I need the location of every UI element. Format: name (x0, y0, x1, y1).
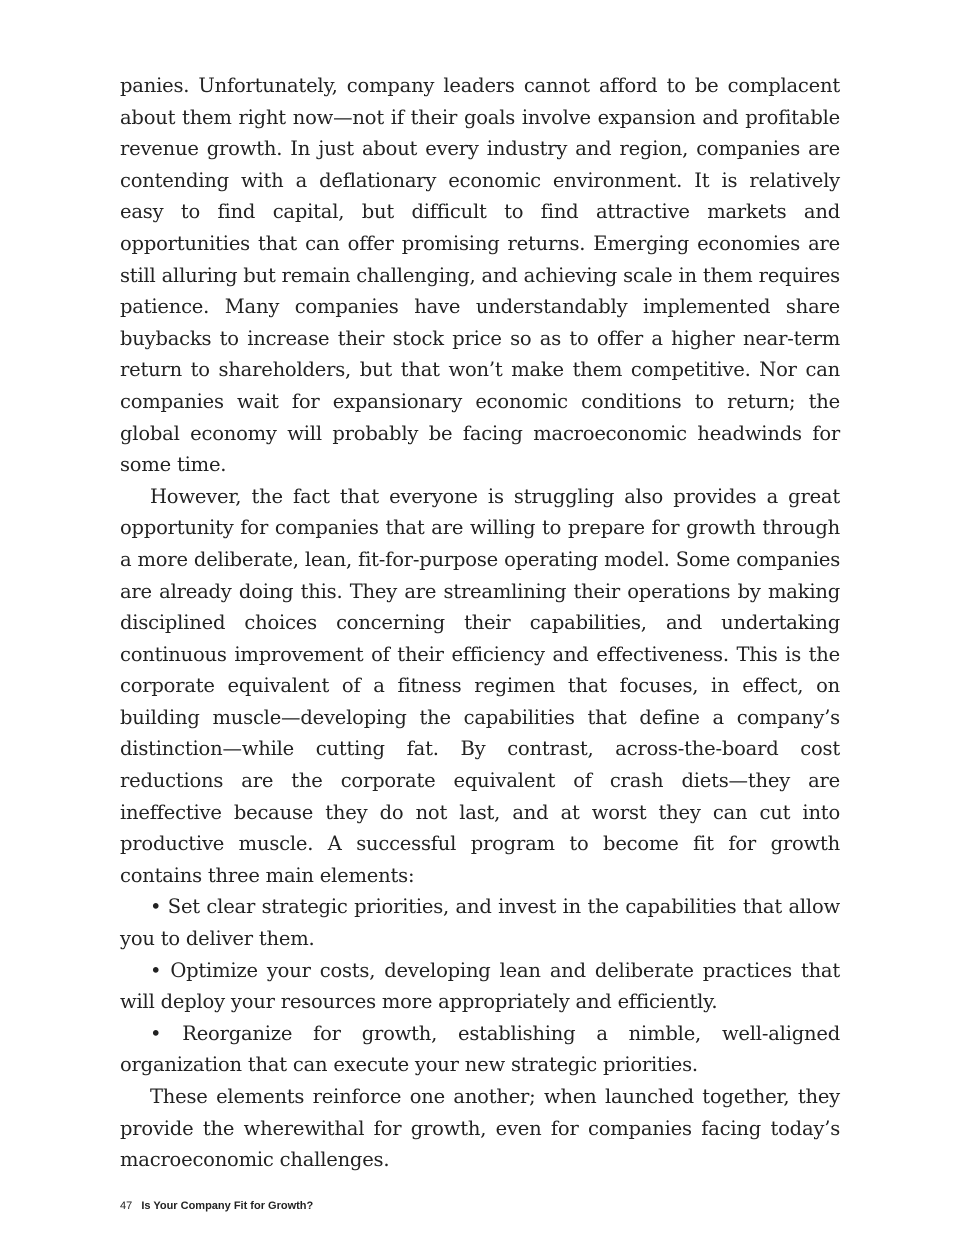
bullet-item-costs: • Optimize your costs, developing lean and deliberate practices that will deploy your resources more appropriately and efficiently. (120, 958, 840, 1014)
page-number: 47 (120, 1200, 133, 1212)
running-title: Is Your Company Fit for Growth? (141, 1200, 314, 1212)
paragraph-conclusion: These elements reinforce one another; when launched together, they provide the wherewithal for growth, even for companies facing today’s macroeconomic challenges. (120, 1085, 840, 1172)
paragraph-opportunity: However, the fact that everyone is struggling also provides a great opportunity for companies that are willing to prepare for growth through a more deliberate, lean, fit-for-purpose operating model. Some companies are already doing this. They are streamlining their operations by making disciplined choices concerning their capabilities, and undertaking continuous improvement of their efficiency and effectiveness. This is the corporate equivalent of a fitness regimen that focuses, in effect, on building muscle—developing the capabilities that define a company’s distinction—while cutting fat. By contrast, across-the-board cost reductions are the corporate equivalent of crash diets—they are ineffective because they do not last, and at worst they can cut into productive muscle. A successful program to become fit for growth contains three main elements: (120, 484, 840, 887)
bullet-item-priorities: • Set clear strategic priorities, and invest in the capabilities that allow you to deliver them. (120, 895, 840, 951)
paragraph-continuation: panies. Unfortunately, company leaders cannot afford to be complacent about them right now—not if their goals involve expansion and profitable revenue growth. In just about every industry and region, companies are contending with a deflationary economic environment. It is relatively easy to find capital, but difficult to find attractive markets and opportunities that can offer promising returns. Emerging economies are still alluring but remain challenging, and achieving scale in them requires patience. Many companies have understandably implemented share buybacks to increase their stock price so as to offer a higher near-term return to shareholders, but that won’t make them competitive. Nor can companies wait for expansionary economic conditions to return; the global economy will probably be facing macroeconomic headwinds for some time. (120, 74, 840, 477)
body-text (120, 70, 840, 1176)
bullet-item-reorganize: • Reorganize for growth, establishing a nimble, well-aligned organization that can execute your new strategic priorities. (120, 1021, 840, 1077)
page-footer (120, 1200, 313, 1212)
